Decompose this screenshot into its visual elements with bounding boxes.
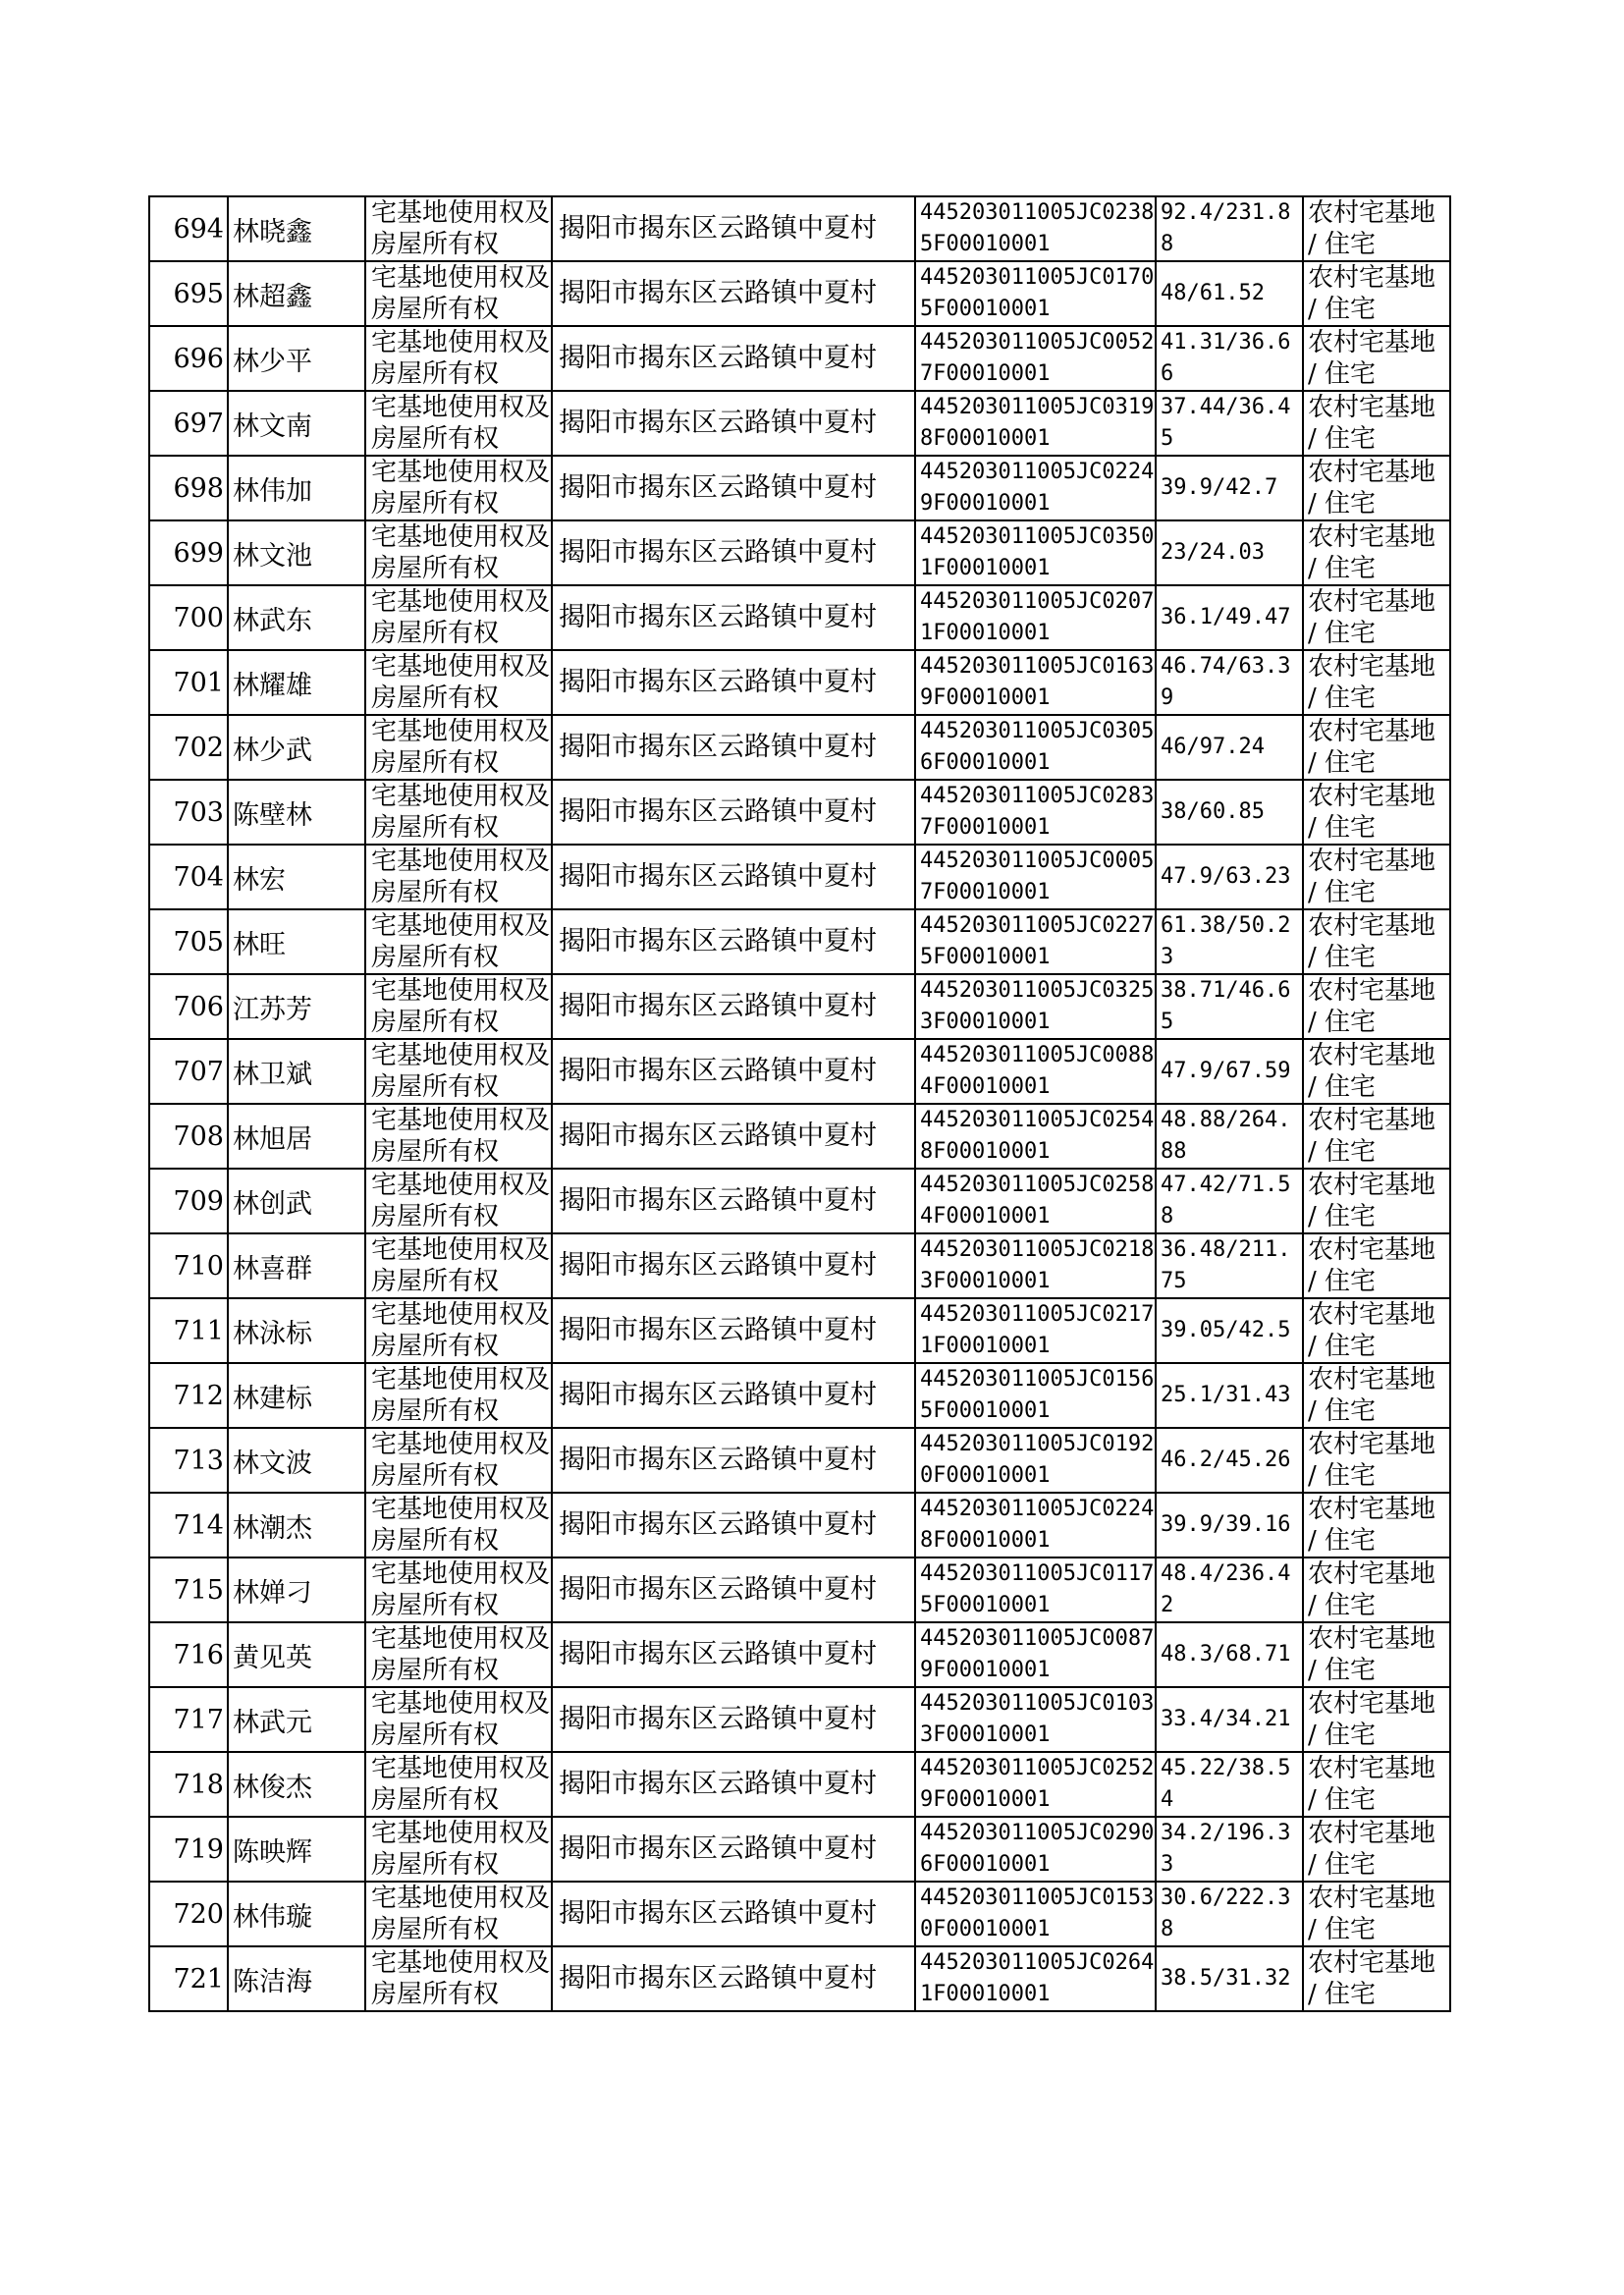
land-usage: 农村宅基地 / 住宅 xyxy=(1303,1298,1450,1363)
land-usage: 农村宅基地 / 住宅 xyxy=(1303,974,1450,1039)
right-type: 宅基地使用权及房屋所有权 xyxy=(365,1493,552,1557)
land-usage: 农村宅基地 / 住宅 xyxy=(1303,715,1450,780)
right-type: 宅基地使用权及房屋所有权 xyxy=(365,196,552,261)
unit-code: 445203011005JC03501F00010001 xyxy=(915,520,1156,585)
right-type: 宅基地使用权及房屋所有权 xyxy=(365,1039,552,1104)
right-type: 宅基地使用权及房屋所有权 xyxy=(365,1622,552,1687)
property-location: 揭阳市揭东区云路镇中夏村 xyxy=(552,520,915,585)
unit-code: 445203011005JC01530F00010001 xyxy=(915,1882,1156,1946)
row-number: 700 xyxy=(149,585,228,650)
table-row xyxy=(149,650,1450,715)
owner-name: 林卫斌 xyxy=(228,1039,365,1104)
table-row xyxy=(149,1233,1450,1298)
table-row xyxy=(149,780,1450,845)
table-row xyxy=(149,1946,1450,2011)
table-row xyxy=(149,1493,1450,1557)
owner-name: 林武东 xyxy=(228,585,365,650)
row-number: 710 xyxy=(149,1233,228,1298)
land-usage: 农村宅基地 / 住宅 xyxy=(1303,520,1450,585)
area-value: 39.9/42.7 xyxy=(1156,456,1303,520)
area-value: 33.4/34.21 xyxy=(1156,1687,1303,1752)
property-location: 揭阳市揭东区云路镇中夏村 xyxy=(552,974,915,1039)
area-value: 38.71/46.65 xyxy=(1156,974,1303,1039)
owner-name: 林武元 xyxy=(228,1687,365,1752)
table-row xyxy=(149,391,1450,456)
owner-name: 林伟璇 xyxy=(228,1882,365,1946)
unit-code: 445203011005JC00879F00010001 xyxy=(915,1622,1156,1687)
unit-code: 445203011005JC02183F00010001 xyxy=(915,1233,1156,1298)
land-usage: 农村宅基地 / 住宅 xyxy=(1303,1752,1450,1817)
right-type: 宅基地使用权及房屋所有权 xyxy=(365,1169,552,1233)
unit-code: 445203011005JC02071F00010001 xyxy=(915,585,1156,650)
row-number: 721 xyxy=(149,1946,228,2011)
owner-name: 林晓鑫 xyxy=(228,196,365,261)
land-usage: 农村宅基地 / 住宅 xyxy=(1303,1622,1450,1687)
land-usage: 农村宅基地 / 住宅 xyxy=(1303,845,1450,909)
table-row xyxy=(149,845,1450,909)
land-usage: 农村宅基地 / 住宅 xyxy=(1303,261,1450,326)
area-value: 30.6/222.38 xyxy=(1156,1882,1303,1946)
area-value: 36.1/49.47 xyxy=(1156,585,1303,650)
owner-name: 陈映辉 xyxy=(228,1817,365,1882)
right-type: 宅基地使用权及房屋所有权 xyxy=(365,1104,552,1169)
table-row xyxy=(149,715,1450,780)
property-location: 揭阳市揭东区云路镇中夏村 xyxy=(552,1104,915,1169)
row-number: 694 xyxy=(149,196,228,261)
registry-table-body xyxy=(149,196,1450,2011)
land-usage: 农村宅基地 / 住宅 xyxy=(1303,1233,1450,1298)
unit-code: 445203011005JC00884F00010001 xyxy=(915,1039,1156,1104)
property-location: 揭阳市揭东区云路镇中夏村 xyxy=(552,715,915,780)
table-row xyxy=(149,1363,1450,1428)
row-number: 703 xyxy=(149,780,228,845)
area-value: 92.4/231.88 xyxy=(1156,196,1303,261)
property-location: 揭阳市揭东区云路镇中夏村 xyxy=(552,1882,915,1946)
area-value: 38/60.85 xyxy=(1156,780,1303,845)
table-row xyxy=(149,909,1450,974)
right-type: 宅基地使用权及房屋所有权 xyxy=(365,780,552,845)
property-location: 揭阳市揭东区云路镇中夏村 xyxy=(552,1687,915,1752)
owner-name: 林建标 xyxy=(228,1363,365,1428)
right-type: 宅基地使用权及房屋所有权 xyxy=(365,261,552,326)
land-usage: 农村宅基地 / 住宅 xyxy=(1303,585,1450,650)
right-type: 宅基地使用权及房屋所有权 xyxy=(365,1946,552,2011)
unit-code: 445203011005JC01639F00010001 xyxy=(915,650,1156,715)
right-type: 宅基地使用权及房屋所有权 xyxy=(365,1882,552,1946)
area-value: 47.42/71.58 xyxy=(1156,1169,1303,1233)
table-row xyxy=(149,1169,1450,1233)
owner-name: 林泳标 xyxy=(228,1298,365,1363)
land-usage: 农村宅基地 / 住宅 xyxy=(1303,1169,1450,1233)
table-row xyxy=(149,196,1450,261)
land-usage: 农村宅基地 / 住宅 xyxy=(1303,326,1450,391)
row-number: 695 xyxy=(149,261,228,326)
row-number: 698 xyxy=(149,456,228,520)
table-row xyxy=(149,585,1450,650)
right-type: 宅基地使用权及房屋所有权 xyxy=(365,326,552,391)
owner-name: 林文波 xyxy=(228,1428,365,1493)
property-location: 揭阳市揭东区云路镇中夏村 xyxy=(552,780,915,845)
table-row xyxy=(149,1428,1450,1493)
unit-code: 445203011005JC03198F00010001 xyxy=(915,391,1156,456)
row-number: 699 xyxy=(149,520,228,585)
owner-name: 林旺 xyxy=(228,909,365,974)
row-number: 701 xyxy=(149,650,228,715)
right-type: 宅基地使用权及房屋所有权 xyxy=(365,909,552,974)
property-location: 揭阳市揭东区云路镇中夏村 xyxy=(552,1622,915,1687)
land-usage: 农村宅基地 / 住宅 xyxy=(1303,909,1450,974)
unit-code: 445203011005JC02906F00010001 xyxy=(915,1817,1156,1882)
table-row xyxy=(149,1039,1450,1104)
table-row xyxy=(149,1882,1450,1946)
right-type: 宅基地使用权及房屋所有权 xyxy=(365,456,552,520)
area-value: 48/61.52 xyxy=(1156,261,1303,326)
owner-name: 林少平 xyxy=(228,326,365,391)
property-location: 揭阳市揭东区云路镇中夏村 xyxy=(552,1169,915,1233)
right-type: 宅基地使用权及房屋所有权 xyxy=(365,1428,552,1493)
owner-name: 林创武 xyxy=(228,1169,365,1233)
unit-code: 445203011005JC00527F00010001 xyxy=(915,326,1156,391)
unit-code: 445203011005JC01033F00010001 xyxy=(915,1687,1156,1752)
property-location: 揭阳市揭东区云路镇中夏村 xyxy=(552,909,915,974)
table-row xyxy=(149,456,1450,520)
land-usage: 农村宅基地 / 住宅 xyxy=(1303,391,1450,456)
right-type: 宅基地使用权及房屋所有权 xyxy=(365,650,552,715)
property-location: 揭阳市揭东区云路镇中夏村 xyxy=(552,1363,915,1428)
area-value: 41.31/36.66 xyxy=(1156,326,1303,391)
unit-code: 445203011005JC02249F00010001 xyxy=(915,456,1156,520)
area-value: 46.74/63.39 xyxy=(1156,650,1303,715)
property-location: 揭阳市揭东区云路镇中夏村 xyxy=(552,1557,915,1622)
right-type: 宅基地使用权及房屋所有权 xyxy=(365,1557,552,1622)
area-value: 37.44/36.45 xyxy=(1156,391,1303,456)
row-number: 696 xyxy=(149,326,228,391)
land-usage: 农村宅基地 / 住宅 xyxy=(1303,1687,1450,1752)
land-usage: 农村宅基地 / 住宅 xyxy=(1303,1882,1450,1946)
owner-name: 林伟加 xyxy=(228,456,365,520)
row-number: 720 xyxy=(149,1882,228,1946)
unit-code: 445203011005JC01920F00010001 xyxy=(915,1428,1156,1493)
registry-table xyxy=(148,195,1451,2012)
land-usage: 农村宅基地 / 住宅 xyxy=(1303,1363,1450,1428)
area-value: 48.3/68.71 xyxy=(1156,1622,1303,1687)
right-type: 宅基地使用权及房屋所有权 xyxy=(365,715,552,780)
row-number: 716 xyxy=(149,1622,228,1687)
land-usage: 农村宅基地 / 住宅 xyxy=(1303,1039,1450,1104)
area-value: 47.9/63.23 xyxy=(1156,845,1303,909)
right-type: 宅基地使用权及房屋所有权 xyxy=(365,974,552,1039)
owner-name: 陈洁海 xyxy=(228,1946,365,2011)
table-row xyxy=(149,1298,1450,1363)
right-type: 宅基地使用权及房屋所有权 xyxy=(365,1233,552,1298)
property-location: 揭阳市揭东区云路镇中夏村 xyxy=(552,1428,915,1493)
land-usage: 农村宅基地 / 住宅 xyxy=(1303,1104,1450,1169)
right-type: 宅基地使用权及房屋所有权 xyxy=(365,1363,552,1428)
land-usage: 农村宅基地 / 住宅 xyxy=(1303,1428,1450,1493)
area-value: 34.2/196.33 xyxy=(1156,1817,1303,1882)
row-number: 697 xyxy=(149,391,228,456)
owner-name: 林俊杰 xyxy=(228,1752,365,1817)
owner-name: 林文池 xyxy=(228,520,365,585)
table-row xyxy=(149,1557,1450,1622)
row-number: 714 xyxy=(149,1493,228,1557)
area-value: 46.2/45.26 xyxy=(1156,1428,1303,1493)
owner-name: 林婵刁 xyxy=(228,1557,365,1622)
area-value: 61.38/50.23 xyxy=(1156,909,1303,974)
property-location: 揭阳市揭东区云路镇中夏村 xyxy=(552,391,915,456)
table-row xyxy=(149,1817,1450,1882)
property-location: 揭阳市揭东区云路镇中夏村 xyxy=(552,650,915,715)
owner-name: 林潮杰 xyxy=(228,1493,365,1557)
area-value: 23/24.03 xyxy=(1156,520,1303,585)
property-location: 揭阳市揭东区云路镇中夏村 xyxy=(552,261,915,326)
row-number: 706 xyxy=(149,974,228,1039)
area-value: 46/97.24 xyxy=(1156,715,1303,780)
right-type: 宅基地使用权及房屋所有权 xyxy=(365,1298,552,1363)
right-type: 宅基地使用权及房屋所有权 xyxy=(365,391,552,456)
row-number: 708 xyxy=(149,1104,228,1169)
unit-code: 445203011005JC01565F00010001 xyxy=(915,1363,1156,1428)
row-number: 712 xyxy=(149,1363,228,1428)
property-location: 揭阳市揭东区云路镇中夏村 xyxy=(552,585,915,650)
land-usage: 农村宅基地 / 住宅 xyxy=(1303,780,1450,845)
area-value: 45.22/38.54 xyxy=(1156,1752,1303,1817)
row-number: 713 xyxy=(149,1428,228,1493)
table-row xyxy=(149,520,1450,585)
table-row xyxy=(149,261,1450,326)
table-row xyxy=(149,1687,1450,1752)
land-usage: 农村宅基地 / 住宅 xyxy=(1303,1557,1450,1622)
unit-code: 445203011005JC02837F00010001 xyxy=(915,780,1156,845)
row-number: 711 xyxy=(149,1298,228,1363)
property-location: 揭阳市揭东区云路镇中夏村 xyxy=(552,456,915,520)
owner-name: 林文南 xyxy=(228,391,365,456)
property-location: 揭阳市揭东区云路镇中夏村 xyxy=(552,326,915,391)
unit-code: 445203011005JC02641F00010001 xyxy=(915,1946,1156,2011)
table-row xyxy=(149,1752,1450,1817)
area-value: 39.9/39.16 xyxy=(1156,1493,1303,1557)
unit-code: 445203011005JC02171F00010001 xyxy=(915,1298,1156,1363)
right-type: 宅基地使用权及房屋所有权 xyxy=(365,520,552,585)
owner-name: 林宏 xyxy=(228,845,365,909)
table-row xyxy=(149,974,1450,1039)
unit-code: 445203011005JC02548F00010001 xyxy=(915,1104,1156,1169)
land-usage: 农村宅基地 / 住宅 xyxy=(1303,1817,1450,1882)
owner-name: 黄见英 xyxy=(228,1622,365,1687)
unit-code: 445203011005JC01175F00010001 xyxy=(915,1557,1156,1622)
table-row xyxy=(149,326,1450,391)
land-usage: 农村宅基地 / 住宅 xyxy=(1303,1493,1450,1557)
unit-code: 445203011005JC02584F00010001 xyxy=(915,1169,1156,1233)
right-type: 宅基地使用权及房屋所有权 xyxy=(365,1687,552,1752)
right-type: 宅基地使用权及房屋所有权 xyxy=(365,1817,552,1882)
unit-code: 445203011005JC03056F00010001 xyxy=(915,715,1156,780)
area-value: 48.88/264.88 xyxy=(1156,1104,1303,1169)
right-type: 宅基地使用权及房屋所有权 xyxy=(365,845,552,909)
unit-code: 445203011005JC02248F00010001 xyxy=(915,1493,1156,1557)
land-usage: 农村宅基地 / 住宅 xyxy=(1303,196,1450,261)
row-number: 717 xyxy=(149,1687,228,1752)
row-number: 709 xyxy=(149,1169,228,1233)
area-value: 25.1/31.43 xyxy=(1156,1363,1303,1428)
owner-name: 林少武 xyxy=(228,715,365,780)
unit-code: 445203011005JC02529F00010001 xyxy=(915,1752,1156,1817)
property-location: 揭阳市揭东区云路镇中夏村 xyxy=(552,1752,915,1817)
row-number: 719 xyxy=(149,1817,228,1882)
unit-code: 445203011005JC02275F00010001 xyxy=(915,909,1156,974)
owner-name: 林喜群 xyxy=(228,1233,365,1298)
unit-code: 445203011005JC03253F00010001 xyxy=(915,974,1156,1039)
unit-code: 445203011005JC02385F00010001 xyxy=(915,196,1156,261)
area-value: 36.48/211.75 xyxy=(1156,1233,1303,1298)
row-number: 705 xyxy=(149,909,228,974)
owner-name: 陈壁林 xyxy=(228,780,365,845)
right-type: 宅基地使用权及房屋所有权 xyxy=(365,1752,552,1817)
area-value: 38.5/31.32 xyxy=(1156,1946,1303,2011)
area-value: 48.4/236.42 xyxy=(1156,1557,1303,1622)
area-value: 39.05/42.5 xyxy=(1156,1298,1303,1363)
area-value: 47.9/67.59 xyxy=(1156,1039,1303,1104)
property-location: 揭阳市揭东区云路镇中夏村 xyxy=(552,196,915,261)
land-usage: 农村宅基地 / 住宅 xyxy=(1303,456,1450,520)
table-row xyxy=(149,1104,1450,1169)
land-usage: 农村宅基地 / 住宅 xyxy=(1303,1946,1450,2011)
property-location: 揭阳市揭东区云路镇中夏村 xyxy=(552,845,915,909)
unit-code: 445203011005JC00057F00010001 xyxy=(915,845,1156,909)
owner-name: 林超鑫 xyxy=(228,261,365,326)
unit-code: 445203011005JC01705F00010001 xyxy=(915,261,1156,326)
owner-name: 江苏芳 xyxy=(228,974,365,1039)
right-type: 宅基地使用权及房屋所有权 xyxy=(365,585,552,650)
table-row xyxy=(149,1622,1450,1687)
property-location: 揭阳市揭东区云路镇中夏村 xyxy=(552,1233,915,1298)
row-number: 702 xyxy=(149,715,228,780)
row-number: 707 xyxy=(149,1039,228,1104)
owner-name: 林旭居 xyxy=(228,1104,365,1169)
property-location: 揭阳市揭东区云路镇中夏村 xyxy=(552,1493,915,1557)
row-number: 718 xyxy=(149,1752,228,1817)
property-location: 揭阳市揭东区云路镇中夏村 xyxy=(552,1817,915,1882)
property-location: 揭阳市揭东区云路镇中夏村 xyxy=(552,1039,915,1104)
owner-name: 林耀雄 xyxy=(228,650,365,715)
property-location: 揭阳市揭东区云路镇中夏村 xyxy=(552,1298,915,1363)
property-location: 揭阳市揭东区云路镇中夏村 xyxy=(552,1946,915,2011)
row-number: 715 xyxy=(149,1557,228,1622)
land-usage: 农村宅基地 / 住宅 xyxy=(1303,650,1450,715)
row-number: 704 xyxy=(149,845,228,909)
